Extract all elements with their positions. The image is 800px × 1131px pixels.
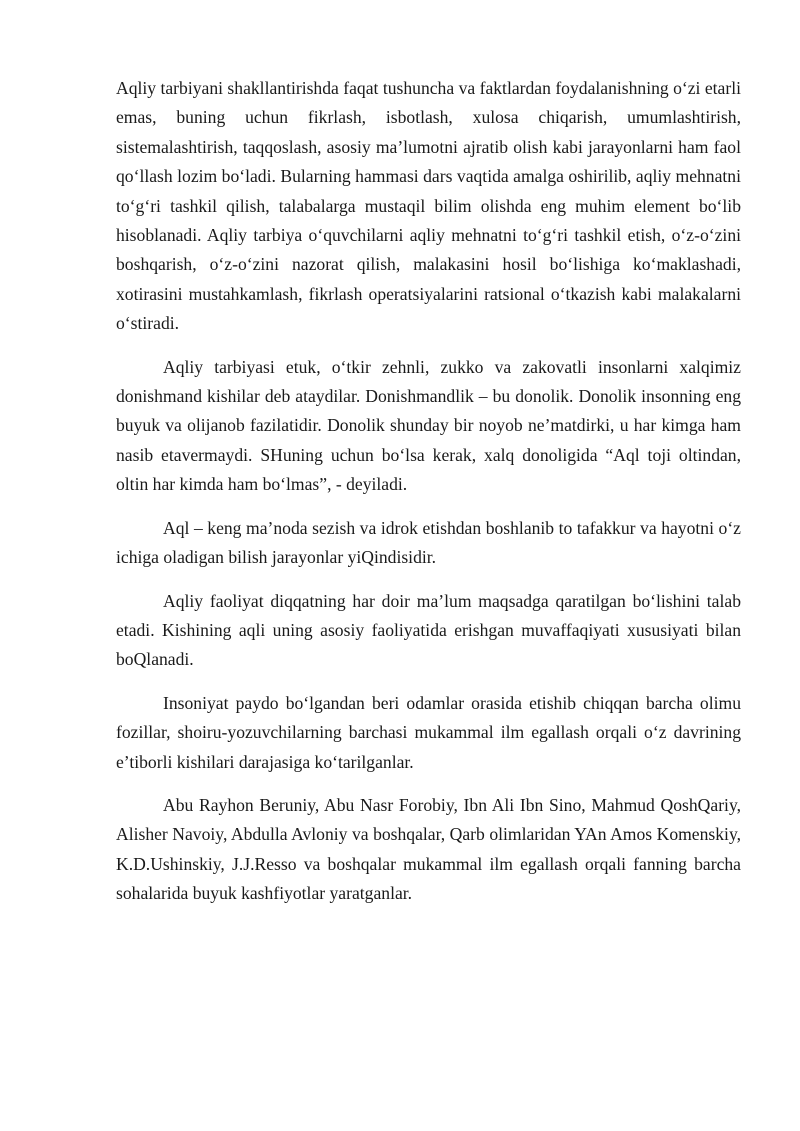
paragraph-5: Insoniyat paydo bo‘lgandan beri odamlar orasida etishib chiqqan barcha olimu fozillar, shoiru-yozuvchilarning barchasi mukammal ilm egallash orqali o‘z davrining e’tiborli kishilari darajasiga ko‘tarilganlar.	[116, 692, 741, 772]
paragraph-1: Aqliy tarbiyani shakllantirishda faqat tushuncha va faktlardan foydalanishning o‘zi etarli emas, buning uchun fikrlash, isbotlash, xulosa chiqarish, umumlashtirish, sistemalashtirish, taqqoslash, asosiy ma’lumotni ajratib olish kabi jarayonlarni ham faol qo‘llash lozim bo‘ladi. Bularning hammasi dars vaqtida amalga oshirilib, aqliy mehnatni to‘g‘ri tashkil qilish, talabalarga mustaqil bilim olishda eng muhim element bo‘lib hisoblanadi. Aqliy tarbiya o‘quvchilarni aqliy mehnatni to‘g‘ri tashkil etish, o‘z-o‘zini boshqarish, o‘z-o‘zini nazorat qilish, malakasini hosil bo‘lishiga ko‘maklashadi, xotirasini mustahkamlash, fikrlash operatsiyalarini ratsional o‘tkazish kabi malakalarni o‘stiradi.	[116, 78, 741, 334]
paragraph-2: Aqliy tarbiyasi etuk, o‘tkir zehnli, zukko va zakovatli insonlarni xalqimiz donishmand kishilar deb ataydilar. Donishmandlik – bu donolik. Donolik insonning eng buyuk va olijanob fazilatidir. Donolik shunday bir noyob ne’matdirki, u har kimga ham nasib etavermaydi. SHuning uchun bo‘lsa kerak, xalq donoligida “Aql toji oltindan, oltin har kimda ham bo‘lmas”, - deyiladi.	[116, 356, 741, 495]
paragraph-3: Aql – keng ma’noda sezish va idrok etishdan boshlanib to tafakkur va hayotni o‘z ichiga oladigan bilish jarayonlar yiQindisidir.	[116, 517, 741, 568]
paragraph-4: Aqliy faoliyat diqqatning har doir ma’lum maqsadga qaratilgan bo‘lishini talab etadi. Kishining aqli uning asosiy faoliyatida erishgan muvaffaqiyati xususiyati bilan boQlanadi.	[116, 590, 741, 670]
document-body	[116, 74, 741, 923]
paragraph-6: Abu Rayhon Beruniy, Abu Nasr Forobiy, Ibn Ali Ibn Sino, Mahmud QoshQariy, Alisher Navoiy, Abdulla Avloniy va boshqalar, Qarb olimlaridan YAn Amos Komenskiy, K.D.Ushinskiy, J.J.Resso va boshqalar mukammal ilm egallash orqali fanning barcha sohalarida buyuk kashfiyotlar yaratganlar.	[116, 794, 741, 904]
